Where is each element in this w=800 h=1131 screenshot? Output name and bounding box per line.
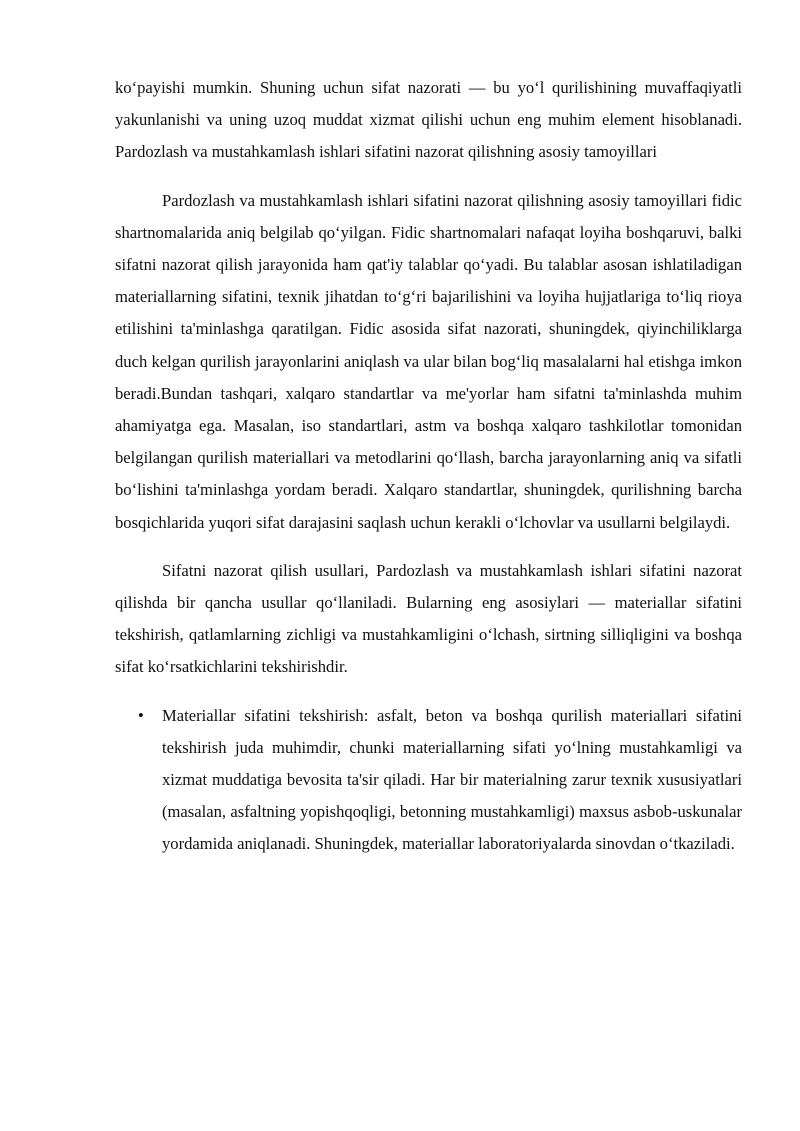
paragraph-principles: Pardozlash va mustahkamlash ishlari sifatini nazorat qilishning asosiy tamoyillari fidic shartnomalarida aniq belgilab qo‘yilgan. Fidic shartnomalari nafaqat loyiha boshqaruvi, balki sifatni nazorat qilish jarayonida ham qat'iy talablar qo‘yadi. Bu talablar asosan ishlatiladigan materiallarning sifatini, texnik jihatdan to‘g‘ri bajarilishini va loyiha hujjatlariga to‘liq rioya etilishini ta'minlashga qaratilgan. Fidic asosida sifat nazorati, shuningdek, qiyinchiliklarga duch kelgan qurilish jarayonlarini aniqlash va ular bilan bog‘liq masalalarni hal etishga imkon beradi.Bundan tashqari, xalqaro standartlar va me'yorlar ham sifatni ta'minlashda muhim ahamiyatga ega. Masalan, iso standartlari, astm va boshqa xalqaro tashkilotlar tomonidan belgilangan qurilish materiallari va metodlarini qo‘llash, barcha jarayonlarning aniq va sifatli bo‘lishini ta'minlashga yordam beradi. Xalqaro standartlar, shuningdek, qurilishning barcha bosqichlarida yuqori sifat darajasini saqlash uchun kerakli o‘lchovlar va usullarni belgilaydi.: [115, 190, 742, 532]
bullet-marker: •: [138, 705, 144, 725]
list-item-text: Materiallar sifatini tekshirish: asfalt, beton va boshqa qurilish materiallari sifatini tekshirish juda muhimdir, chunki materiallarning sifati yo‘lning mustahkamligi va xizmat muddatiga bevosita ta'sir qiladi. Har bir materialning zarur texnik xususiyatlari (masalan, asfaltning yopishqoqligi, betonning mustahkamligi) maxsus asbob-uskunalar yordamida aniqlanadi. Shuningdek, materiallar laboratoriyalarda sinovdan o‘tkaziladi.: [162, 705, 742, 854]
document-page: [115, 72, 742, 861]
paragraph-continuation: ko‘payishi mumkin. Shuning uchun sifat nazorati — bu yo‘l qurilishining muvaffaqiyatli yakunlanishi va uning uzoq muddat xizmat qilishi uchun eng muhim element hisoblanadi. Pardozlash va mustahkamlash ishlari sifatini nazorat qilishning asosiy tamoyillari: [115, 78, 742, 162]
list-item: [115, 700, 742, 861]
paragraph-methods: Sifatni nazorat qilish usullari, Pardozlash va mustahkamlash ishlari sifatini nazorat qilishda bir qancha usullar qo‘llaniladi. Bularning eng asosiylari — materiallar sifatini tekshirish, qatlamlarning zichligi va mustahkamligini o‘lchash, sirtning silliqligini va boshqa sifat ko‘rsatkichlarini tekshirishdir.: [115, 560, 742, 677]
bullet-list: [115, 700, 742, 861]
